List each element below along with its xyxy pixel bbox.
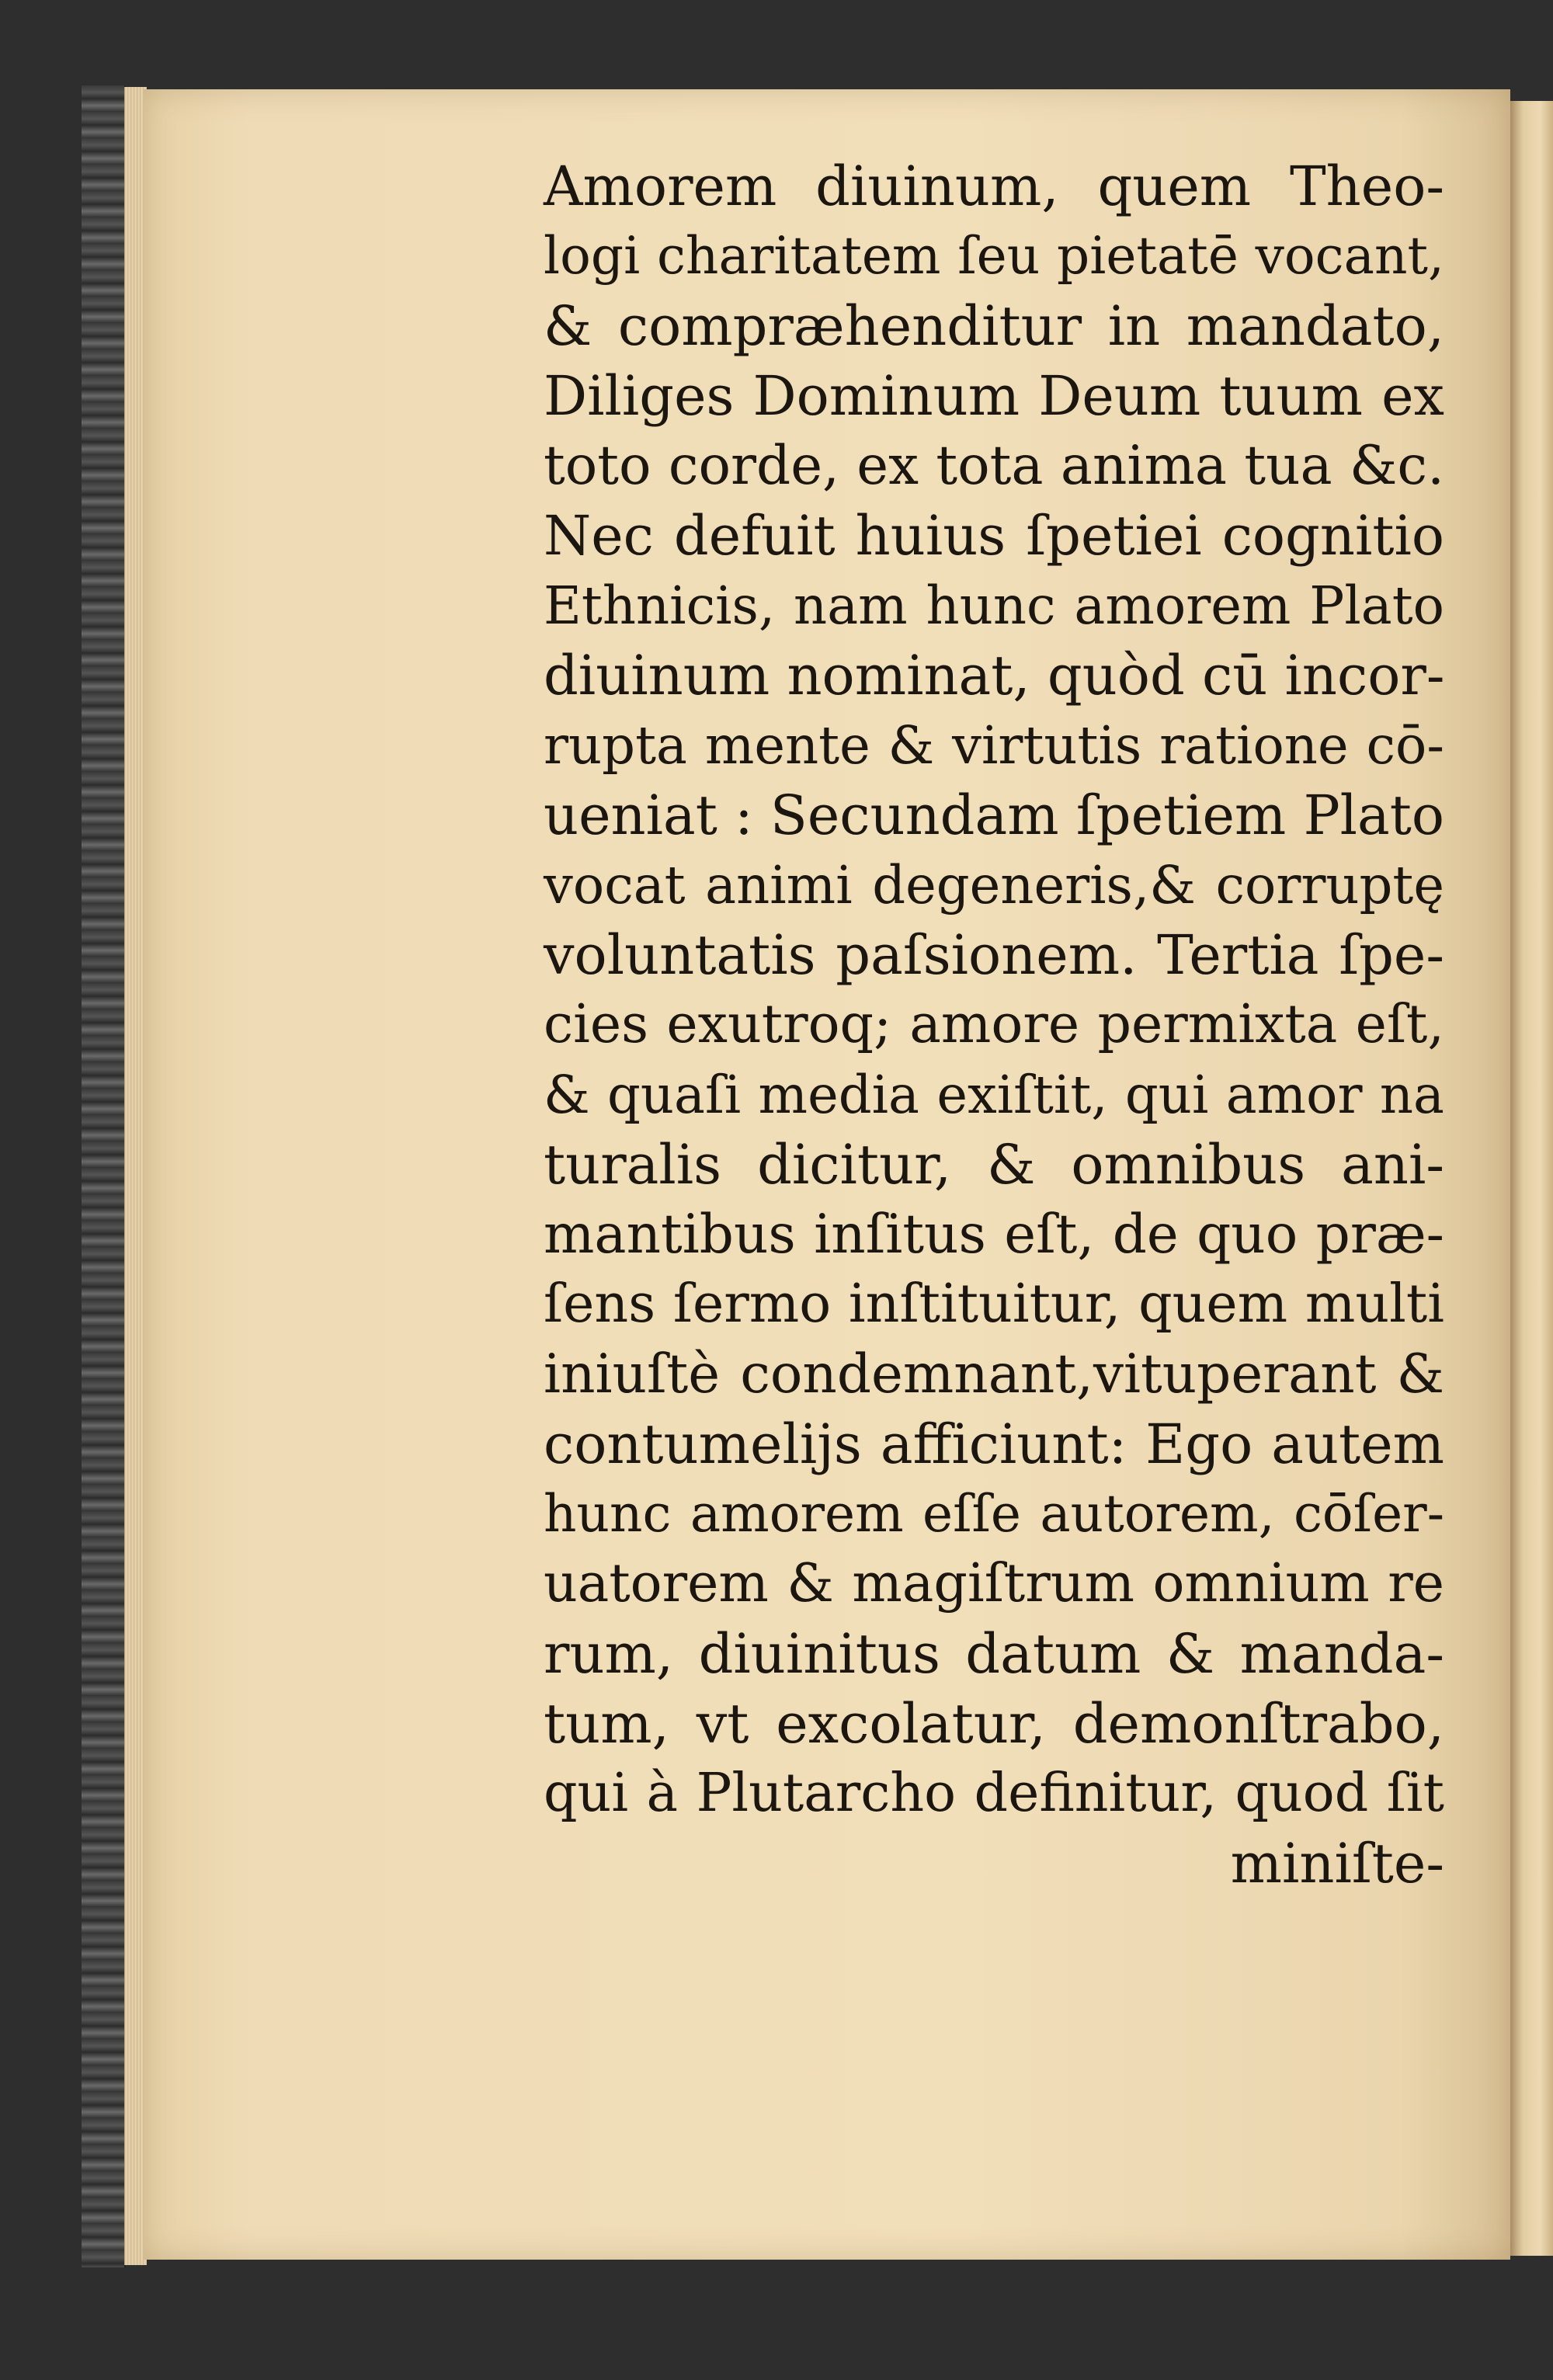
text-line: toto corde, ex tota anima tua &c. [544, 435, 1444, 497]
text-line: vocat animi degeneris,& corruptę [544, 855, 1444, 916]
text-line: qui à Plutarcho definitur, quod ſit [544, 1763, 1444, 1824]
text-line: iniuſtè condemnant,vituperant & [544, 1343, 1444, 1405]
text-line: mantibus inſitus eſt, de quo præ- [544, 1204, 1444, 1266]
book-binding [82, 85, 126, 2267]
text-line: tum, vt excolatur, demonſtrabo, [544, 1692, 1444, 1756]
text-line: turalis dicitur, & omnibus ani- [544, 1133, 1444, 1197]
text-line: rupta mente & virtutis ratione cō- [544, 715, 1444, 776]
text-line: rum, diuinitus datum & manda- [544, 1622, 1444, 1686]
text-line: & quaſi media exiſtit, qui amor na [544, 1065, 1444, 1125]
text-line: diuinum nominat, quòd cū incor- [544, 644, 1445, 707]
text-line: ſens ſermo inſtituitur, quem multi [544, 1273, 1444, 1335]
text-line: voluntatis paſsionem. Tertia ſpe- [544, 923, 1444, 987]
text-line: & compræhenditur in mandato, [544, 294, 1444, 358]
text-line: contumelijs afficiunt: Ego autem [544, 1412, 1444, 1476]
text-line: Nec defuit huius ſpetiei cognitio [544, 504, 1444, 568]
text-line: uatorem & magiſtrum omnium re [544, 1553, 1444, 1614]
text-line: cies exutroq; amore permixta eſt, [544, 994, 1444, 1055]
text-line: Diliges Dominum Deum tuum ex [544, 364, 1444, 428]
text-line: logi charitatem ſeu pietatē vocant, [544, 226, 1444, 286]
catchword: miniſte- [1230, 1832, 1444, 1895]
text-line: hunc amorem eſſe autorem, cōſer- [544, 1484, 1444, 1544]
facing-page-edge [1510, 101, 1553, 2256]
text-line: ueniat : Secundam ſpetiem Plato [544, 783, 1445, 847]
text-line: Ethnicis, nam hunc amorem Plato [544, 575, 1444, 636]
text-line: Amorem diuinum, quem Theo- [544, 155, 1444, 218]
page-text [544, 151, 1444, 1899]
